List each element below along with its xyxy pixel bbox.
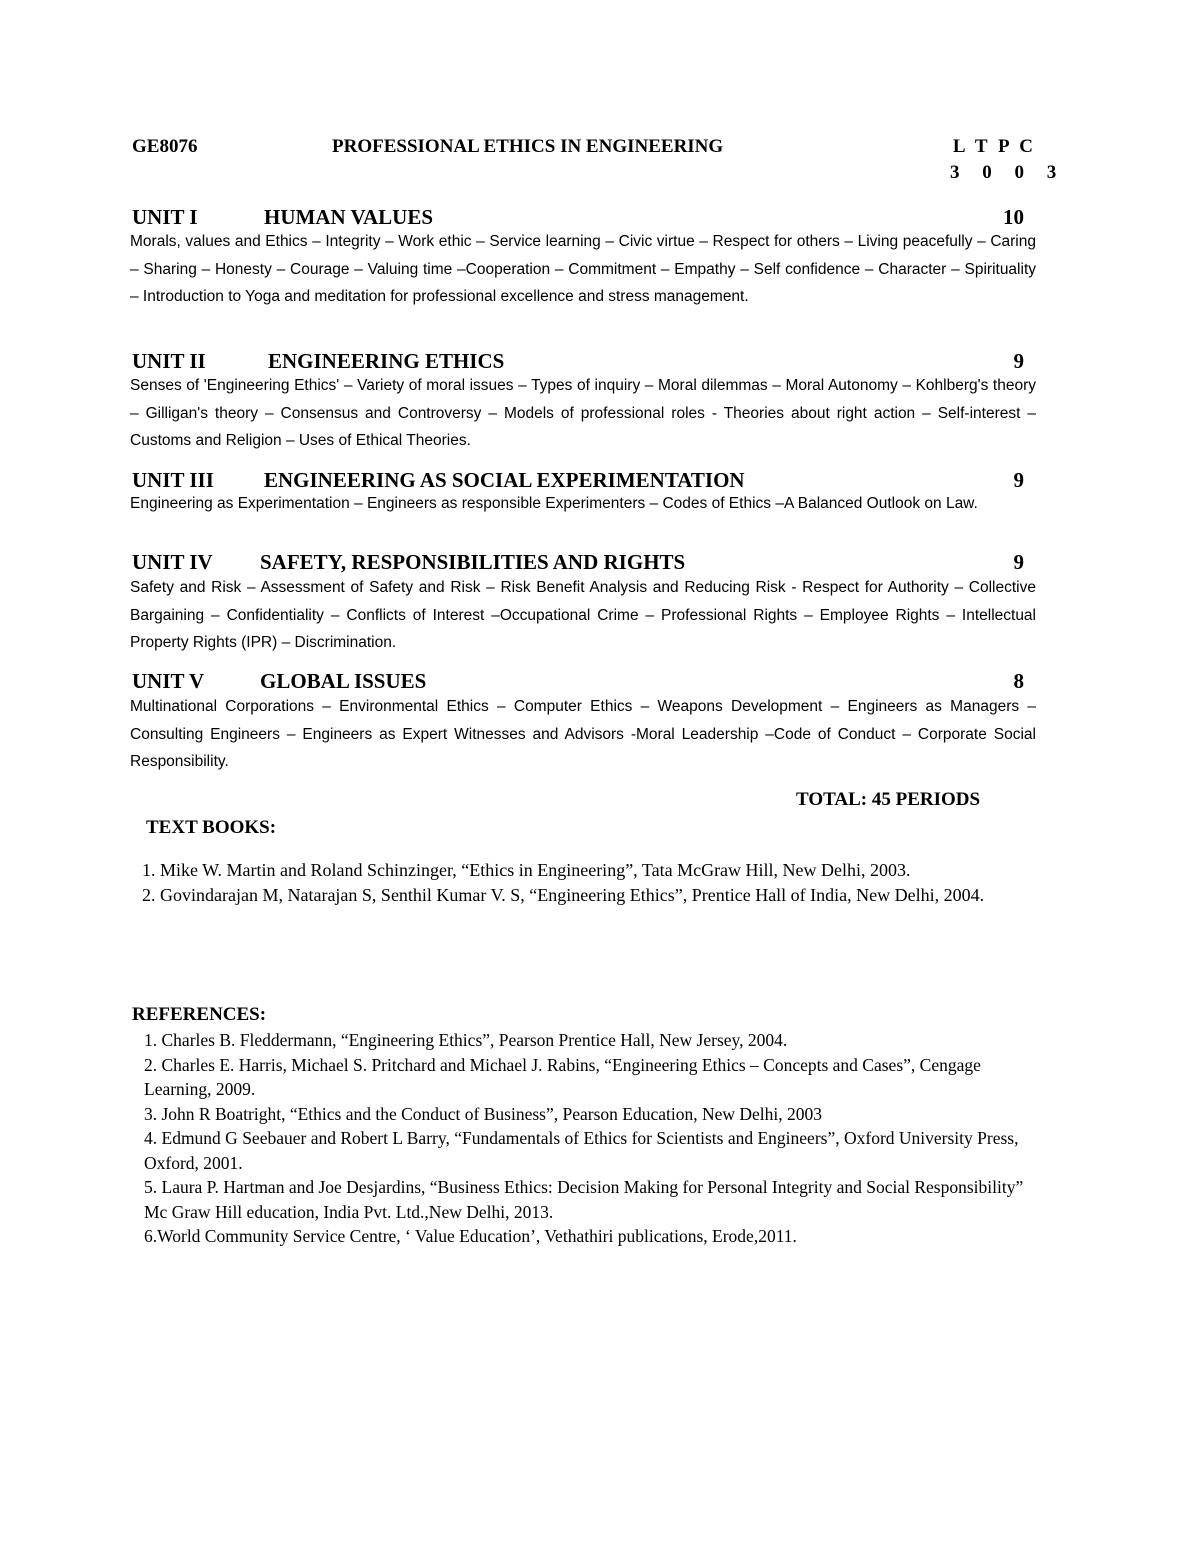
unit-label: UNIT V: [132, 669, 205, 693]
list-item: 3. John R Boatright, “Ethics and the Conduct of Business”, Pearson Education, New Delhi, 2003: [144, 1103, 823, 1124]
list-item: 6.World Community Service Centre, ‘ Value Education’, Vethathiri publications, Erode,2011.: [144, 1226, 797, 1246]
list-item: 2. Govindarajan M, Natarajan S, Senthil Kumar V. S, “Engineering Ethics”, Prentice Hall of India, New Delhi, 2004.: [142, 884, 985, 905]
unit-hours: 8: [1013, 669, 1024, 693]
unit-5-heading: [132, 669, 1024, 695]
references-list: [144, 1028, 1034, 1249]
course-code: GE8076: [132, 136, 198, 157]
text-books-heading: TEXT BOOKS:: [146, 817, 277, 838]
unit-hours: 10: [1003, 205, 1024, 229]
unit-3-heading: [132, 468, 1024, 494]
ltpc-values: 3 0 0 3: [950, 162, 1066, 183]
unit-hours: 9: [1013, 550, 1024, 574]
unit-5-content: Multinational Corporations – Environmental Ethics – Computer Ethics – Weapons Development – Engineers as Managers – Consulting Engineers – Engineers as Expert Witnesses and Advisors -Moral Leadership –Code of Conduct – Corporate Social Responsibility.: [130, 698, 1036, 770]
text-books-list: [142, 858, 1026, 907]
list-item: 1. Mike W. Martin and Roland Schinzinger, “Ethics in Engineering”, Tata McGraw Hill, New Delhi, 2003.: [142, 860, 911, 880]
unit-label: UNIT III: [132, 468, 214, 492]
unit-label: UNIT II: [132, 349, 206, 373]
list-item: 5. Laura P. Hartman and Joe Desjardins, “Business Ethics: Decision Making for Personal Integrity and Social Responsibility” Mc Graw Hill education, India Pvt. Ltd.,New Delhi, 2013.: [144, 1177, 1024, 1222]
list-item: 2. Charles E. Harris, Michael S. Pritchard and Michael J. Rabins, “Engineering Ethics – Concepts and Cases”, Cengage Learning, 2009.: [144, 1054, 981, 1099]
unit-hours: 9: [1013, 349, 1024, 373]
unit-label: UNIT IV: [132, 550, 213, 574]
unit-1-content: Morals, values and Ethics – Integrity – Work ethic – Service learning – Civic virtue – Respect for others – Living peacefully – Caring – Sharing – Honesty – Courage – Valuing time –Cooperation – Commitment – Empathy – Self confidence – Character – Spirituality – Introduction to Yoga and meditation for professional excellence and stress management.: [130, 233, 1036, 305]
unit-title: GLOBAL ISSUES: [260, 669, 427, 693]
course-title: PROFESSIONAL ETHICS IN ENGINEERING: [332, 136, 724, 157]
total-periods: TOTAL: 45 PERIODS: [796, 789, 981, 810]
list-item: 1. Charles B. Fleddermann, “Engineering Ethics”, Pearson Prentice Hall, New Jersey, 2004.: [144, 1030, 788, 1050]
ltpc-label: L T P C: [952, 136, 1036, 157]
unit-label: UNIT I: [132, 205, 198, 229]
unit-3-content: Engineering as Experimentation – Engineers as responsible Experimenters – Codes of Ethics –A Balanced Outlook on Law.: [130, 495, 978, 512]
unit-4-heading: [132, 550, 1024, 576]
references-heading: REFERENCES:: [132, 1004, 267, 1025]
unit-title: HUMAN VALUES: [264, 205, 434, 229]
unit-title: ENGINEERING AS SOCIAL EXPERIMENTATION: [264, 468, 745, 492]
unit-hours: 9: [1013, 468, 1024, 492]
unit-title: SAFETY, RESPONSIBILITIES AND RIGHTS: [260, 550, 686, 574]
course-header: [132, 136, 1036, 160]
unit-4-content: Safety and Risk – Assessment of Safety and Risk – Risk Benefit Analysis and Reducing Risk - Respect for Authority – Collective Bargaining – Confidentiality – Conflicts of Interest –Occupational Crime – Professional Rights – Employee Rights – Intellectual Property Rights (IPR) – Discrimination.: [130, 579, 1036, 651]
unit-title: ENGINEERING ETHICS: [268, 349, 505, 373]
list-item: 4. Edmund G Seebauer and Robert L Barry, “Fundamentals of Ethics for Scientists and Engineers”, Oxford University Press, Oxford, 2001.: [144, 1128, 1019, 1173]
unit-2-content: Senses of 'Engineering Ethics' – Variety of moral issues – Types of inquiry – Moral dilemmas – Moral Autonomy – Kohlberg's theory – Gilligan's theory – Consensus and Controversy – Models of professional roles - Theories about right action – Self-interest – Customs and Religion – Uses of Ethical Theories.: [130, 377, 1036, 449]
